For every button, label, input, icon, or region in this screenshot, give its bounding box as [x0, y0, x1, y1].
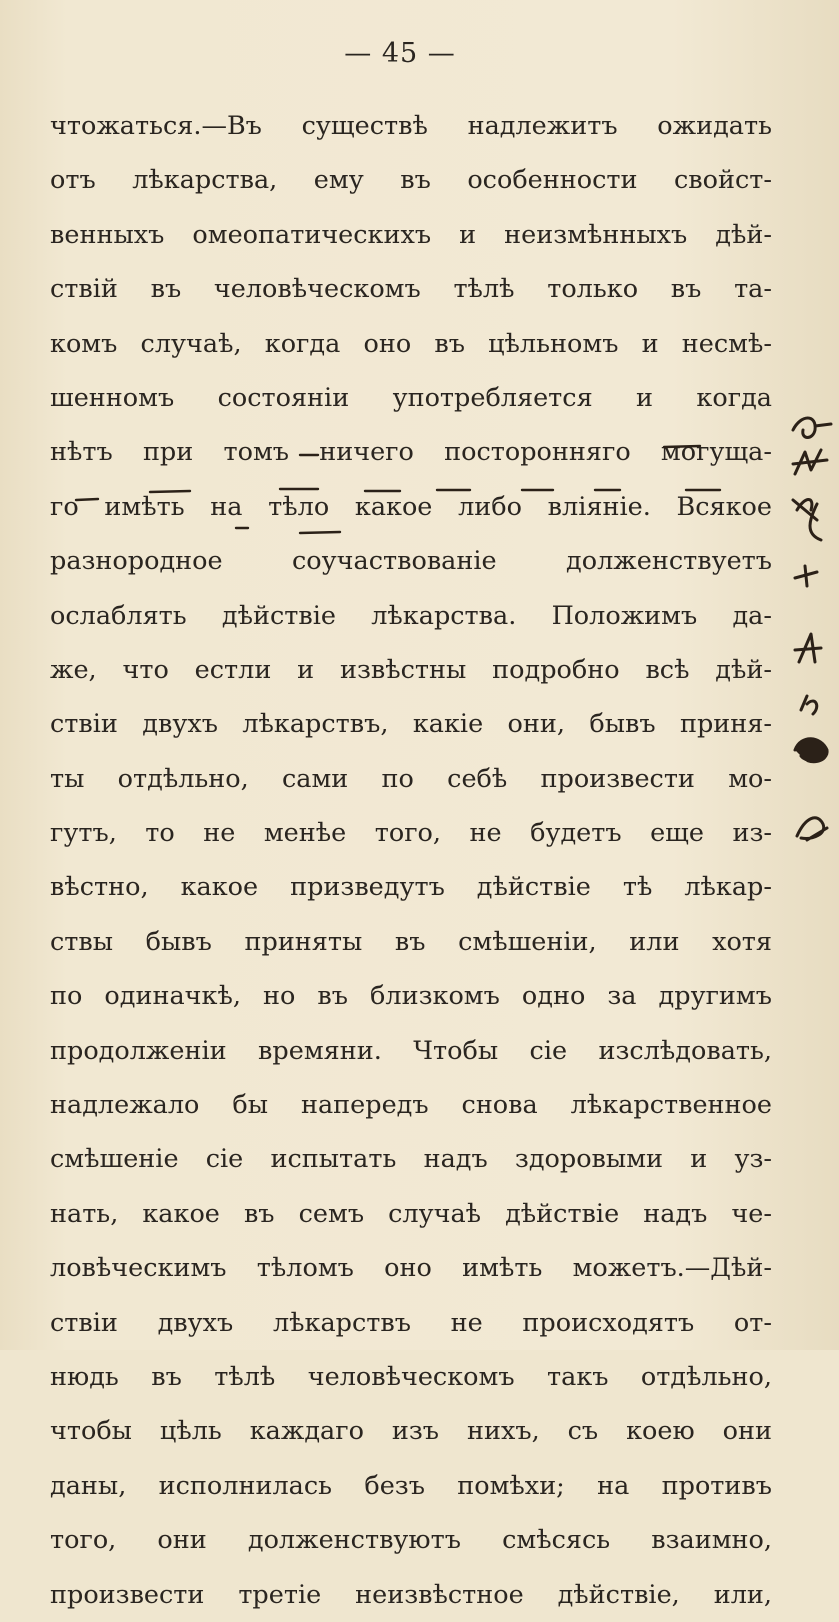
text-line: ствіи двухъ лѣкарствъ не происходятъ от- — [50, 1307, 772, 1338]
text-line: чтожаться.—Въ существѣ надлежитъ ожидать — [50, 111, 772, 141]
text-line: ты отдѣльно, сами по себѣ произвести мо- — [50, 763, 772, 794]
text-line: го имѣть на тѣло какое либо вліяніе. Всякое — [50, 491, 772, 522]
marginal-handwriting — [787, 400, 839, 880]
text-line: ствій въ человѣческомъ тѣлѣ только въ та- — [50, 274, 772, 305]
text-line: смѣшеніе сіе испытать надъ здоровыми и уз- — [50, 1144, 772, 1175]
text-line: произвести третіе неизвѣстное дѣйствіе, или, — [50, 1579, 772, 1610]
text-line: комъ случаѣ, когда оно въ цѣльномъ и несмѣ- — [50, 328, 772, 359]
text-line: венныхъ омеопатическихъ и неизмѣнныхъ дѣй- — [50, 219, 772, 250]
text-line: даны, исполнилась безъ помѣхи; на противъ — [50, 1470, 772, 1501]
text-line: отъ лѣкарства, ему въ особенности свойст- — [50, 165, 772, 196]
text-line: по одиначкѣ, но въ близкомъ одно за другимъ — [50, 981, 772, 1012]
text-line: чтобы цѣль каждаго изъ нихъ, съ коею они — [50, 1416, 772, 1447]
text-line: гутъ, то не менѣе того, не будетъ еще из- — [50, 818, 772, 849]
text-line: ослаблять дѣйствіе лѣкарства. Положимъ да- — [50, 600, 772, 631]
text-line: нюдь въ тѣлѣ человѣческомъ такъ отдѣльно, — [50, 1361, 772, 1392]
body-text — [50, 99, 772, 1622]
text-line: надлежало бы напередъ снова лѣкарственное — [50, 1090, 772, 1121]
page-number: — 45 — — [344, 38, 456, 69]
handwritten-notes-icon — [787, 400, 839, 880]
text-line: шенномъ состояніи употребляется и когда — [50, 382, 772, 413]
text-line: ствы бывъ приняты въ смѣшеніи, или хотя — [50, 926, 772, 957]
text-line: нѣтъ при томъ ничего посторонняго могуща- — [50, 437, 772, 468]
text-line: ловѣческимъ тѣломъ оно имѣть можетъ.—Дѣй- — [50, 1253, 772, 1284]
text-line: продолженіи времяни. Чтобы сіе изслѣдовать, — [50, 1035, 772, 1066]
text-line: разнородное соучаствованіе долженствуетъ — [50, 546, 772, 577]
text-line: того, они долженствуютъ смѣсясь взаимно, — [50, 1525, 772, 1556]
text-line: же, что естли и извѣстны подробно всѣ дѣй- — [50, 654, 772, 685]
text-line: ствіи двухъ лѣкарствъ, какіе они, бывъ приня- — [50, 709, 772, 740]
text-line: вѣстно, какое призведутъ дѣйствіе тѣ лѣкар- — [50, 872, 772, 903]
text-line: нать, какое въ семъ случаѣ дѣйствіе надъ че- — [50, 1198, 772, 1229]
